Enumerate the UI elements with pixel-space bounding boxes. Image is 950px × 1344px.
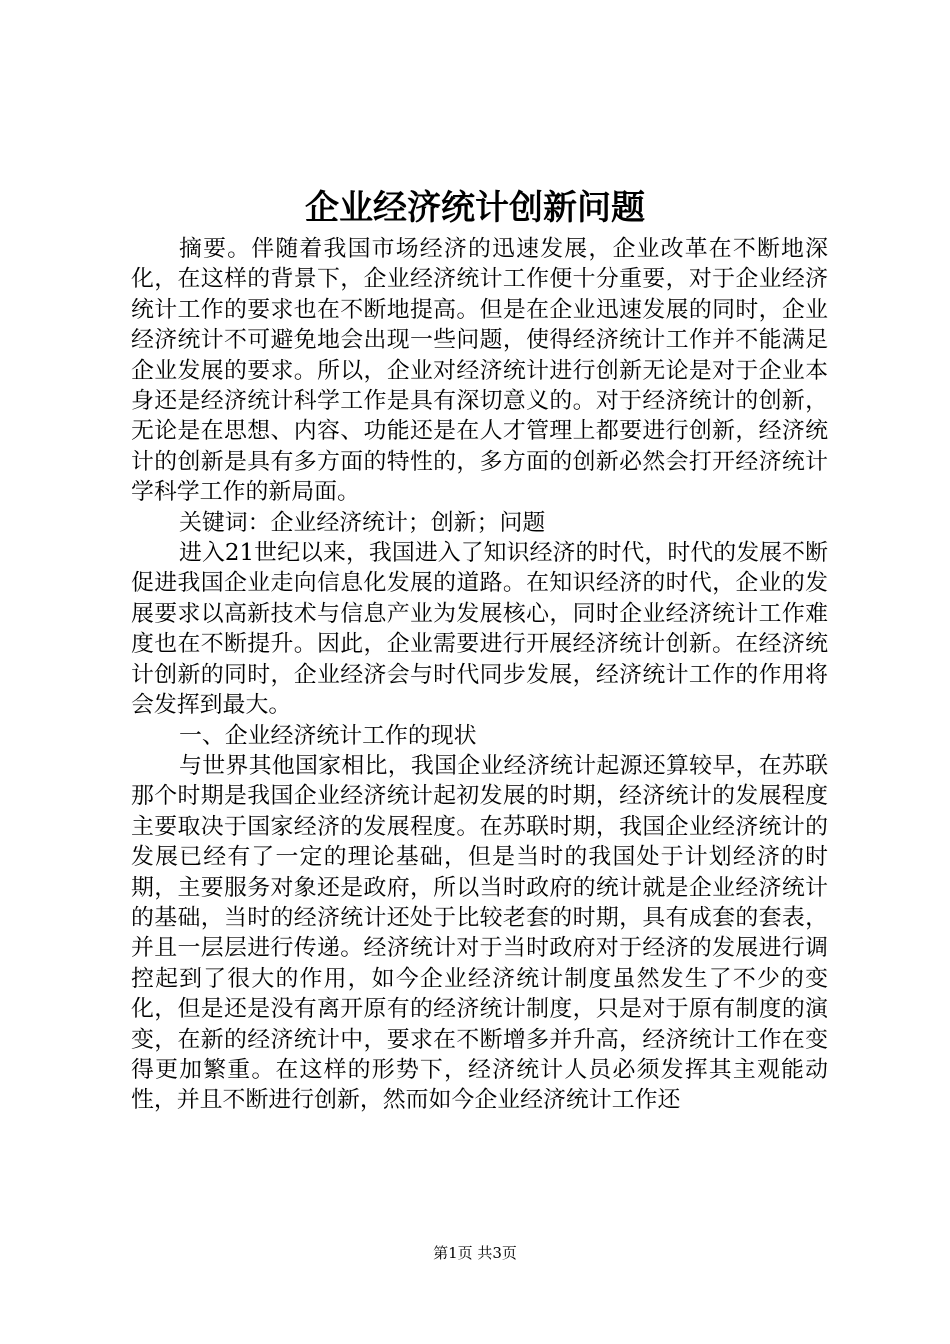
section-paragraph: 与世界其他国家相比，我国企业经济统计起源还算较早，在苏联那个时期是我国企业经济统计起初发展的时期，经济统计的发展程度主要取决于国家经济的发展程度。在苏联时期，我国企业经济统计的发展已经有了一定的理论基础，但是当时的我国处于计划经济的时期，主要服务对象还是政府，所以当时政府的统计就是企业经济统计的基础，当时的经济统计还处于比较老套的时期，具有成套的套表，并且一层层进行传递。经济统计对于当时政府对于经济的发展进行调控起到了很大的作用，如今企业经济统计制度虽然发生了不少的变化，但是还是没有离开原有的经济统计制度，只是对于原有制度的演变，在新的经济统计中，要求在不断增多并升高，经济统计工作在变得更加繁重。在这样的形势下，经济统计人员必须发挥其主观能动性，并且不断进行创新，然而如今企业经济统计工作还 [131, 752, 828, 1114]
document-body [131, 234, 828, 1116]
keywords-paragraph: 关键词：企业经济统计；创新；问题 [179, 509, 546, 536]
abstract-paragraph: 摘要。伴随着我国市场经济的迅速发展，企业改革在不断地深化，在这样的背景下，企业经济统计工作便十分重要，对于企业经济统计工作的要求也在不断地提高。但是在企业迅速发展的同时，企业经济统计不可避免地会出现一些问题，使得经济统计工作并不能满足企业发展的要求。所以，企业对经济统计进行创新无论是对于企业本身还是经济统计科学工作是具有深切意义的。对于经济统计的创新，无论是在思想、内容、功能还是在人才管理上都要进行创新，经济统计的创新是具有多方面的特性的，多方面的创新必然会打开经济统计学科学工作的新局面。 [131, 236, 828, 506]
page-number-footer: 第1页 共3页 [433, 1244, 517, 1262]
intro-paragraph: 进入21世纪以来，我国进入了知识经济的时代，时代的发展不断促进我国企业走向信息化发展的道路。在知识经济的时代，企业的发展要求以高新技术与信息产业为发展核心，同时企业经济统计工作难度也在不断提升。因此，企业需要进行开展经济统计创新。在经济统计创新的同时，企业经济会与时代同步发展，经济统计工作的作用将会发挥到最大。 [131, 540, 828, 719]
section-heading: 一、企业经济统计工作的现状 [179, 722, 477, 749]
document-title: 企业经济统计创新问题 [305, 188, 645, 228]
